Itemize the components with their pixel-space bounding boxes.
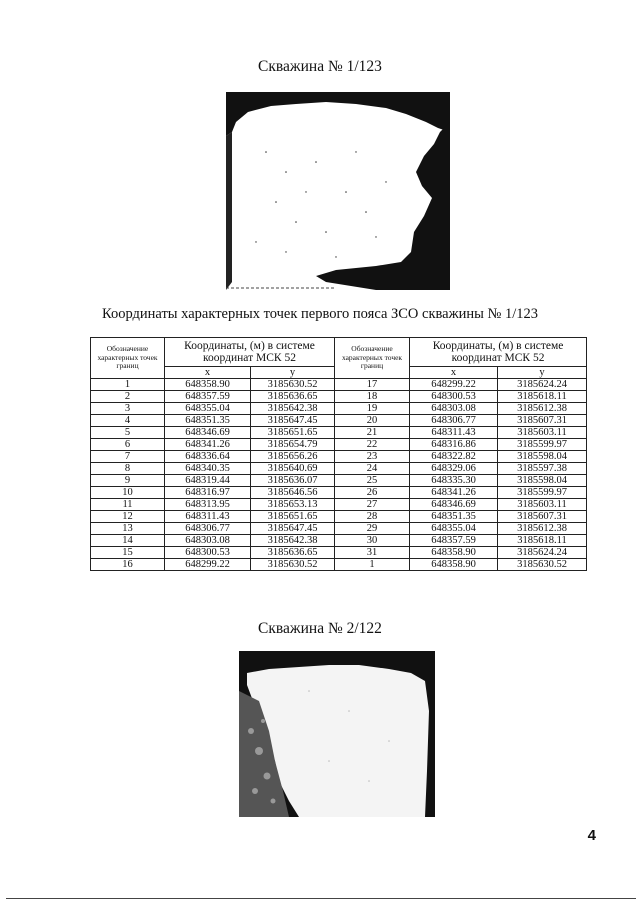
label-column-header: Обозначение характерных точек границ bbox=[91, 338, 165, 379]
y-coordinate-cell: 3185654.79 bbox=[251, 439, 335, 451]
x-coordinate-cell: 648316.97 bbox=[165, 487, 251, 499]
x-coordinate-cell: 648351.35 bbox=[410, 511, 498, 523]
point-label-cell: 6 bbox=[91, 439, 165, 451]
x-coordinate-cell: 648355.04 bbox=[165, 403, 251, 415]
y-coordinate-cell: 3185603.11 bbox=[498, 499, 587, 511]
table-header-row bbox=[91, 338, 587, 367]
point-label-cell: 2 bbox=[91, 391, 165, 403]
y-coordinate-cell: 3185630.52 bbox=[251, 379, 335, 391]
table-row bbox=[91, 463, 587, 475]
point-label-cell: 28 bbox=[335, 511, 410, 523]
point-label-cell: 1 bbox=[335, 559, 410, 571]
y-header: y bbox=[251, 367, 335, 379]
table-row bbox=[91, 487, 587, 499]
label-column-header: Обозначение характерных точек границ bbox=[335, 338, 410, 379]
x-coordinate-cell: 648306.77 bbox=[410, 415, 498, 427]
point-label-cell: 17 bbox=[335, 379, 410, 391]
table-row bbox=[91, 415, 587, 427]
y-coordinate-cell: 3185646.56 bbox=[251, 487, 335, 499]
point-label-cell: 31 bbox=[335, 547, 410, 559]
table-row bbox=[91, 499, 587, 511]
point-label-cell: 3 bbox=[91, 403, 165, 415]
point-label-cell: 30 bbox=[335, 535, 410, 547]
x-coordinate-cell: 648311.43 bbox=[165, 511, 251, 523]
y-coordinate-cell: 3185624.24 bbox=[498, 547, 587, 559]
x-coordinate-cell: 648358.90 bbox=[165, 379, 251, 391]
point-label-cell: 27 bbox=[335, 499, 410, 511]
coordinates-table bbox=[90, 337, 587, 571]
point-label-cell: 16 bbox=[91, 559, 165, 571]
y-coordinate-cell: 3185653.13 bbox=[251, 499, 335, 511]
point-label-cell: 25 bbox=[335, 475, 410, 487]
point-label-cell: 4 bbox=[91, 415, 165, 427]
x-coordinate-cell: 648300.53 bbox=[165, 547, 251, 559]
point-label-cell: 20 bbox=[335, 415, 410, 427]
x-coordinate-cell: 648313.95 bbox=[165, 499, 251, 511]
page-number: 4 bbox=[587, 827, 596, 844]
y-coordinate-cell: 3185630.52 bbox=[251, 559, 335, 571]
y-coordinate-cell: 3185597.38 bbox=[498, 463, 587, 475]
table-row bbox=[91, 523, 587, 535]
x-coordinate-cell: 648300.53 bbox=[410, 391, 498, 403]
x-coordinate-cell: 648322.82 bbox=[410, 451, 498, 463]
y-coordinate-cell: 3185618.11 bbox=[498, 391, 587, 403]
y-coordinate-cell: 3185612.38 bbox=[498, 403, 587, 415]
point-label-cell: 8 bbox=[91, 463, 165, 475]
point-label-cell: 1 bbox=[91, 379, 165, 391]
well-1-photo bbox=[226, 92, 450, 290]
table-row bbox=[91, 511, 587, 523]
y-coordinate-cell: 3185607.31 bbox=[498, 511, 587, 523]
point-label-cell: 14 bbox=[91, 535, 165, 547]
point-label-cell: 21 bbox=[335, 427, 410, 439]
x-coordinate-cell: 648358.90 bbox=[410, 547, 498, 559]
x-coordinate-cell: 648306.77 bbox=[165, 523, 251, 535]
coords-column-header: Координаты, (м) в системе координат МСК 52 bbox=[165, 338, 335, 367]
y-coordinate-cell: 3185630.52 bbox=[498, 559, 587, 571]
x-coordinate-cell: 648346.69 bbox=[165, 427, 251, 439]
y-coordinate-cell: 3185599.97 bbox=[498, 439, 587, 451]
y-coordinate-cell: 3185651.65 bbox=[251, 511, 335, 523]
table-row bbox=[91, 403, 587, 415]
well-2-photo bbox=[239, 651, 435, 817]
scan-edge-line bbox=[6, 898, 636, 899]
y-coordinate-cell: 3185598.04 bbox=[498, 451, 587, 463]
table-row bbox=[91, 559, 587, 571]
point-label-cell: 24 bbox=[335, 463, 410, 475]
point-label-cell: 23 bbox=[335, 451, 410, 463]
y-header: y bbox=[498, 367, 587, 379]
x-coordinate-cell: 648299.22 bbox=[165, 559, 251, 571]
x-header: x bbox=[165, 367, 251, 379]
x-coordinate-cell: 648351.35 bbox=[165, 415, 251, 427]
y-coordinate-cell: 3185647.45 bbox=[251, 523, 335, 535]
well-1-title: Скважина № 1/123 bbox=[258, 58, 382, 75]
x-coordinate-cell: 648329.06 bbox=[410, 463, 498, 475]
x-coordinate-cell: 648341.26 bbox=[165, 439, 251, 451]
point-label-cell: 11 bbox=[91, 499, 165, 511]
table-row bbox=[91, 427, 587, 439]
point-label-cell: 22 bbox=[335, 439, 410, 451]
table-row bbox=[91, 439, 587, 451]
y-coordinate-cell: 3185607.31 bbox=[498, 415, 587, 427]
point-label-cell: 18 bbox=[335, 391, 410, 403]
y-coordinate-cell: 3185612.38 bbox=[498, 523, 587, 535]
y-coordinate-cell: 3185636.65 bbox=[251, 391, 335, 403]
table-row bbox=[91, 391, 587, 403]
y-coordinate-cell: 3185642.38 bbox=[251, 535, 335, 547]
point-label-cell: 26 bbox=[335, 487, 410, 499]
x-coordinate-cell: 648340.35 bbox=[165, 463, 251, 475]
x-header: x bbox=[410, 367, 498, 379]
y-coordinate-cell: 3185603.11 bbox=[498, 427, 587, 439]
coords-column-header: Координаты, (м) в системе координат МСК 52 bbox=[410, 338, 587, 367]
y-coordinate-cell: 3185647.45 bbox=[251, 415, 335, 427]
x-coordinate-cell: 648316.86 bbox=[410, 439, 498, 451]
point-label-cell: 9 bbox=[91, 475, 165, 487]
point-label-cell: 10 bbox=[91, 487, 165, 499]
table-caption: Координаты характерных точек первого пояса ЗСО скважины № 1/123 bbox=[102, 306, 538, 322]
point-label-cell: 15 bbox=[91, 547, 165, 559]
table-row bbox=[91, 451, 587, 463]
x-coordinate-cell: 648303.08 bbox=[410, 403, 498, 415]
x-coordinate-cell: 648335.30 bbox=[410, 475, 498, 487]
x-coordinate-cell: 648355.04 bbox=[410, 523, 498, 535]
table-row bbox=[91, 535, 587, 547]
point-label-cell: 5 bbox=[91, 427, 165, 439]
x-coordinate-cell: 648346.69 bbox=[410, 499, 498, 511]
table-row bbox=[91, 475, 587, 487]
y-coordinate-cell: 3185656.26 bbox=[251, 451, 335, 463]
y-coordinate-cell: 3185599.97 bbox=[498, 487, 587, 499]
x-coordinate-cell: 648319.44 bbox=[165, 475, 251, 487]
y-coordinate-cell: 3185618.11 bbox=[498, 535, 587, 547]
point-label-cell: 19 bbox=[335, 403, 410, 415]
y-coordinate-cell: 3185624.24 bbox=[498, 379, 587, 391]
table-row bbox=[91, 379, 587, 391]
x-coordinate-cell: 648341.26 bbox=[410, 487, 498, 499]
x-coordinate-cell: 648303.08 bbox=[165, 535, 251, 547]
y-coordinate-cell: 3185642.38 bbox=[251, 403, 335, 415]
x-coordinate-cell: 648358.90 bbox=[410, 559, 498, 571]
x-coordinate-cell: 648336.64 bbox=[165, 451, 251, 463]
point-label-cell: 12 bbox=[91, 511, 165, 523]
point-label-cell: 7 bbox=[91, 451, 165, 463]
y-coordinate-cell: 3185640.69 bbox=[251, 463, 335, 475]
y-coordinate-cell: 3185651.65 bbox=[251, 427, 335, 439]
y-coordinate-cell: 3185636.07 bbox=[251, 475, 335, 487]
x-coordinate-cell: 648299.22 bbox=[410, 379, 498, 391]
x-coordinate-cell: 648357.59 bbox=[410, 535, 498, 547]
x-coordinate-cell: 648311.43 bbox=[410, 427, 498, 439]
x-coordinate-cell: 648357.59 bbox=[165, 391, 251, 403]
point-label-cell: 29 bbox=[335, 523, 410, 535]
point-label-cell: 13 bbox=[91, 523, 165, 535]
table-row bbox=[91, 547, 587, 559]
y-coordinate-cell: 3185598.04 bbox=[498, 475, 587, 487]
well-2-title: Скважина № 2/122 bbox=[258, 620, 382, 637]
y-coordinate-cell: 3185636.65 bbox=[251, 547, 335, 559]
